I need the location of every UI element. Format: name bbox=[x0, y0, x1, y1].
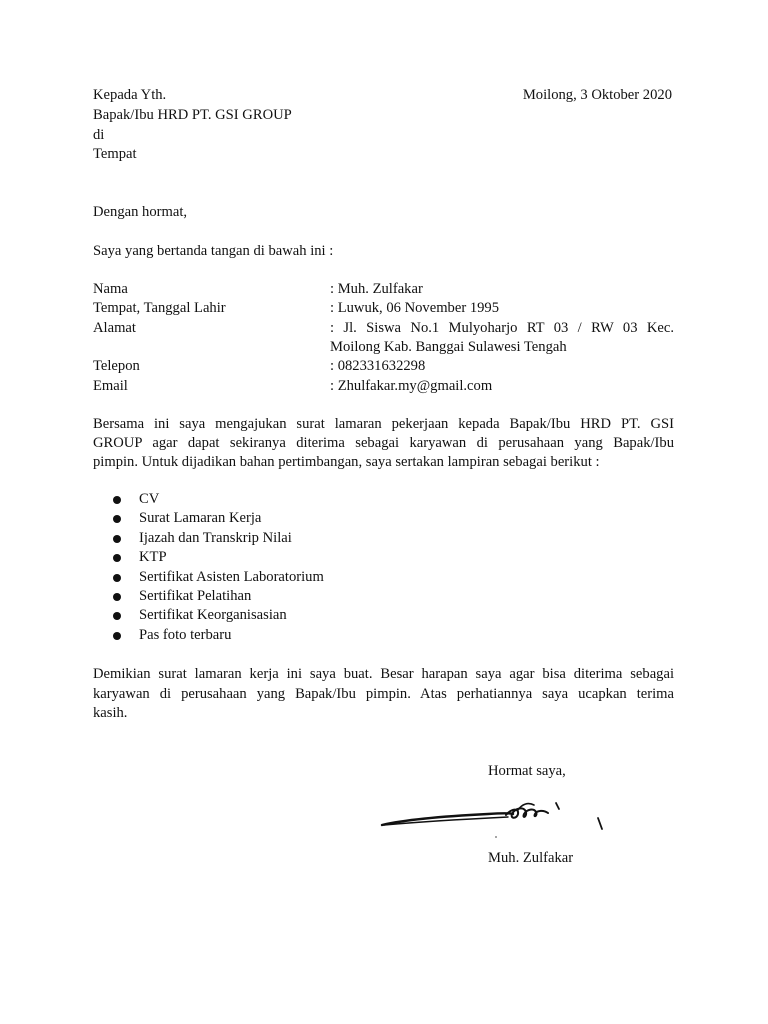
signer-name: Muh. Zulfakar bbox=[488, 850, 574, 866]
birth-value: : Luwuk, 06 November 1995 bbox=[330, 300, 500, 316]
attachment-label: Sertifikat Pelatihan bbox=[139, 587, 252, 604]
attachment-label: Sertifikat Asisten Laboratorium bbox=[139, 568, 324, 585]
bullet-icon bbox=[113, 515, 121, 523]
list-item bbox=[113, 587, 324, 606]
closing-line-2: karyawan di perusahaan yang Bapak/Ibu pimpin. Atas perhatiannya saya ucapkan terima bbox=[93, 686, 674, 702]
bullet-icon bbox=[113, 496, 121, 504]
recipient-greeting: Kepada Yth. bbox=[93, 87, 167, 103]
signature-image bbox=[378, 800, 608, 840]
body-line-3: pimpin. Untuk dijadikan bahan pertimbangan, saya sertakan lampiran sebagai berikut : bbox=[93, 454, 600, 470]
recipient-name: Bapak/Ibu HRD PT. GSI GROUP bbox=[93, 107, 292, 123]
birth-label: Tempat, Tanggal Lahir bbox=[93, 300, 226, 316]
body-line-2: GROUP agar dapat sekiranya diterima sebagai karyawan di perusahaan yang Bapak/Ibu bbox=[93, 435, 674, 451]
email-value: : Zhulfakar.my@gmail.com bbox=[330, 378, 493, 394]
list-item bbox=[113, 568, 324, 587]
list-item bbox=[113, 548, 324, 567]
attachment-label: Sertifikat Keorganisasian bbox=[139, 607, 287, 624]
list-item bbox=[113, 490, 324, 509]
name-value: : Muh. Zulfakar bbox=[330, 281, 423, 297]
name-label: Nama bbox=[93, 281, 128, 297]
place-date: Moilong, 3 Oktober 2020 bbox=[522, 87, 672, 103]
salutation: Dengan hormat, bbox=[93, 204, 188, 220]
list-item bbox=[113, 529, 324, 548]
list-item bbox=[113, 626, 324, 645]
bullet-icon bbox=[113, 612, 121, 620]
intro-text: Saya yang bertanda tangan di bawah ini : bbox=[93, 243, 334, 259]
phone-value: : 082331632298 bbox=[330, 358, 426, 374]
closing-line-3: kasih. bbox=[93, 705, 128, 721]
closing-line-1: Demikian surat lamaran kerja ini saya buat. Besar harapan saya agar bisa diterima sebagai bbox=[93, 666, 674, 682]
regards: Hormat saya, bbox=[488, 763, 566, 779]
recipient-at: di bbox=[93, 127, 105, 143]
attachment-label: Ijazah dan Transkrip Nilai bbox=[139, 529, 292, 546]
attachment-label: CV bbox=[139, 491, 160, 507]
list-item bbox=[113, 509, 324, 528]
bullet-icon bbox=[113, 593, 121, 601]
email-label: Email bbox=[93, 378, 128, 394]
attachment-label: KTP bbox=[139, 549, 167, 566]
list-item bbox=[113, 606, 324, 625]
bullet-icon bbox=[113, 535, 121, 543]
recipient-place: Tempat bbox=[93, 146, 137, 162]
address-label: Alamat bbox=[93, 320, 136, 336]
attachment-list bbox=[113, 490, 324, 645]
bullet-icon bbox=[113, 574, 121, 582]
phone-label: Telepon bbox=[93, 358, 140, 374]
body-line-1: Bersama ini saya mengajukan surat lamaran pekerjaan kepada Bapak/Ibu HRD PT. GSI bbox=[93, 416, 674, 432]
address-value-line2: Moilong Kab. Banggai Sulawesi Tengah bbox=[330, 339, 567, 355]
bullet-icon bbox=[113, 554, 121, 562]
attachment-label: Surat Lamaran Kerja bbox=[139, 510, 262, 527]
address-value-line1: : Jl. Siswa No.1 Mulyoharjo RT 03 / RW 03 Kec. bbox=[330, 320, 674, 336]
attachment-label: Pas foto terbaru bbox=[139, 626, 232, 643]
bullet-icon bbox=[113, 632, 121, 640]
